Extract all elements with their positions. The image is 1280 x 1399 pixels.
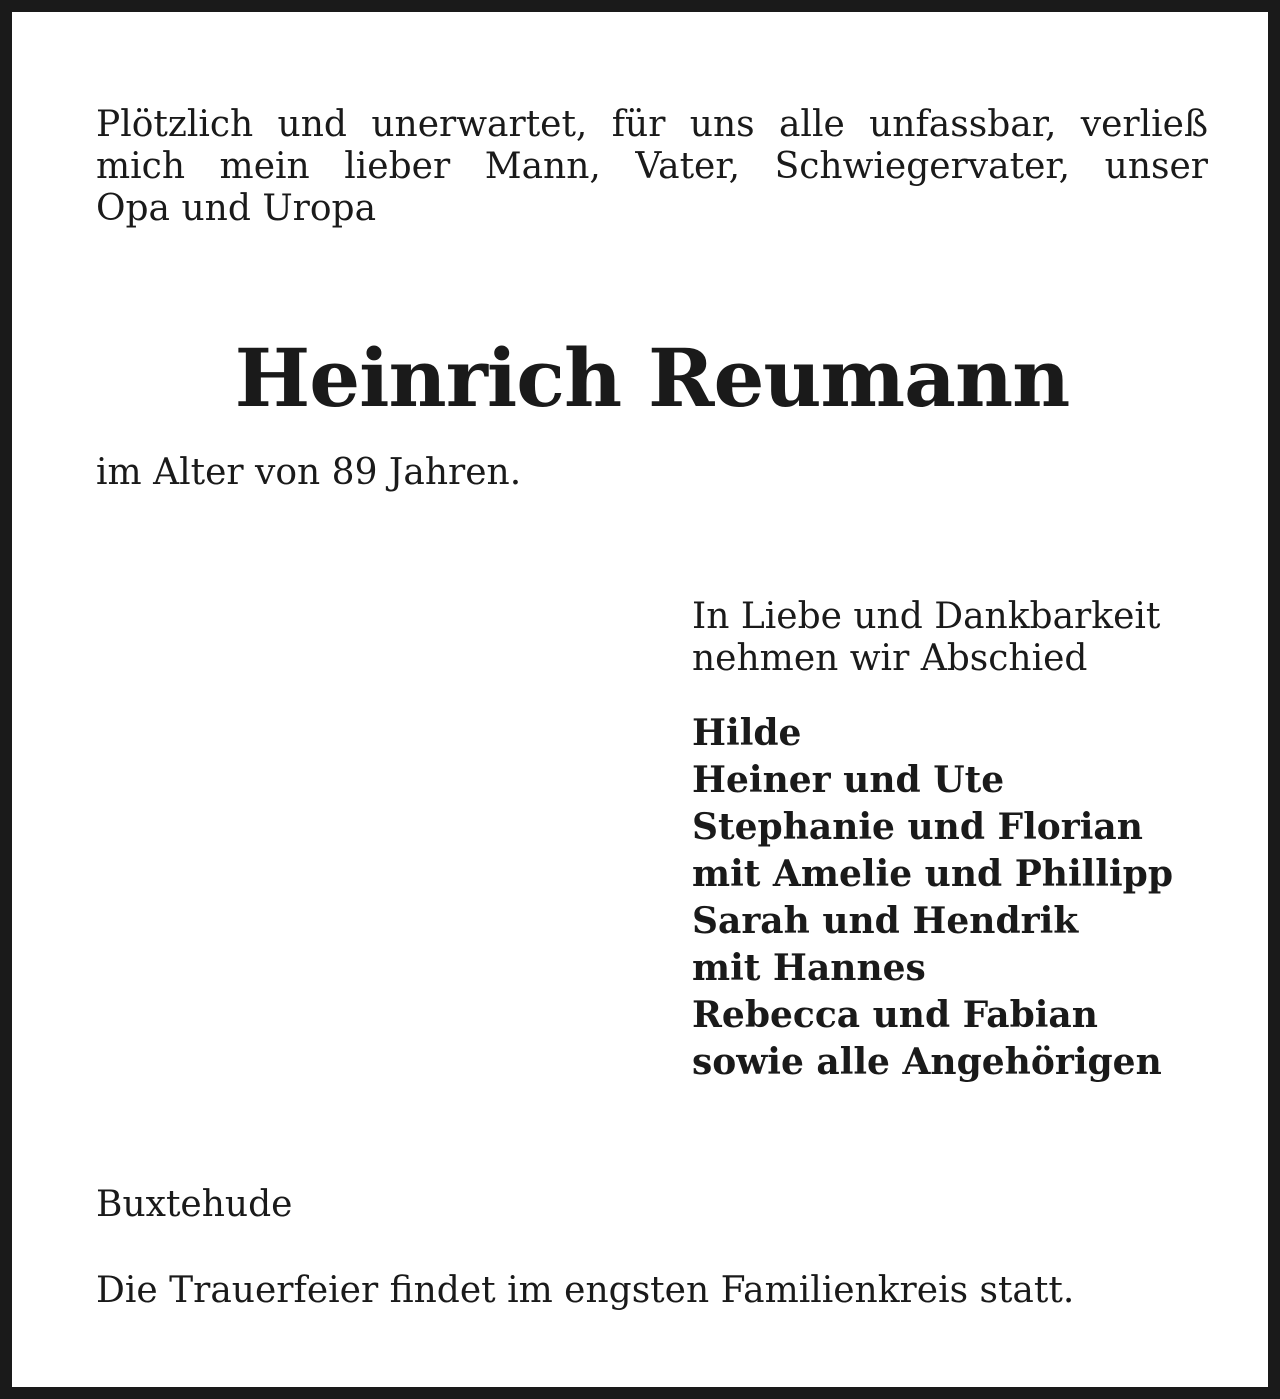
mourner-entry: mit Amelie und Phillipp: [692, 853, 1173, 895]
intro-line: Opa und Uropa: [96, 188, 377, 229]
intro-line: Plötzlich und unerwartet, für uns alle unfassbar, verließ: [96, 104, 1208, 145]
farewell-line: nehmen wir Abschied: [692, 638, 1088, 679]
mourner-entry: Hilde: [692, 712, 802, 754]
mourner-entry: Stephanie und Florian: [692, 806, 1143, 848]
place-text: Buxtehude: [96, 1184, 293, 1225]
farewell-line: In Liebe und Dankbarkeit: [692, 596, 1161, 637]
mourner-entry: mit Hannes: [692, 947, 926, 989]
mourner-entry: Sarah und Hendrik: [692, 900, 1079, 942]
age-text: im Alter von 89 Jahren.: [96, 452, 522, 493]
mourner-entry: Heiner und Ute: [692, 759, 1005, 801]
mourner-entry: Rebecca und Fabian: [692, 994, 1098, 1036]
intro-text: [96, 104, 1208, 230]
deceased-name: Heinrich Reumann: [234, 331, 1070, 425]
intro-line: mich mein lieber Mann, Vater, Schwiegervater, unser: [96, 146, 1208, 187]
mourner-entry: sowie alle Angehörigen: [692, 1041, 1162, 1083]
service-notice: Die Trauerfeier findet im engsten Familienkreis statt.: [96, 1270, 1075, 1311]
mourners-list: [692, 710, 1173, 1086]
farewell-text: [692, 596, 1160, 680]
